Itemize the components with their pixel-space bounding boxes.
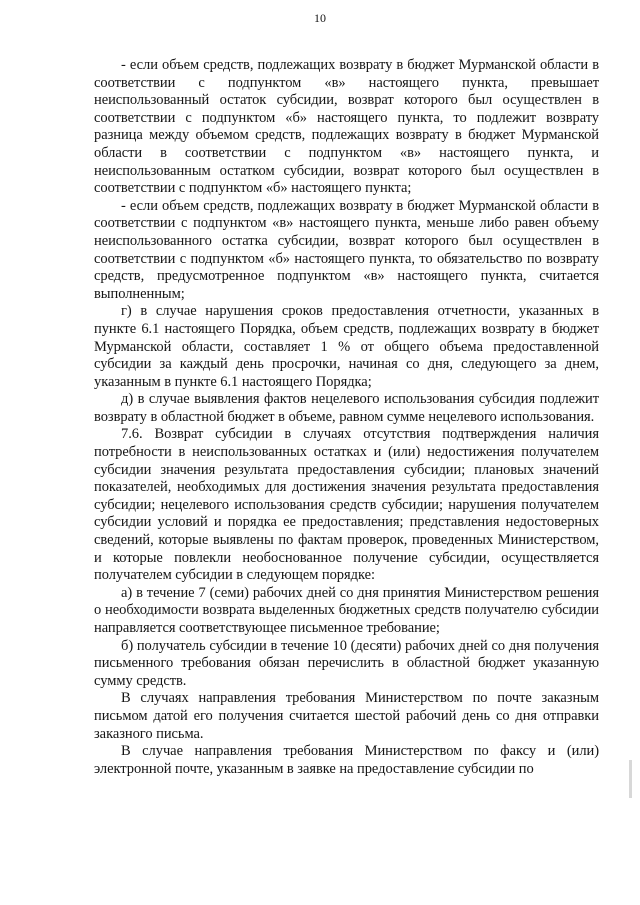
paragraph-obligation-fulfilled: - если объем средств, подлежащих возврату в бюджет Мурманской области в соответствии с подпунктом «в» настоящего пункта, меньше либо равен объему неиспользованного остатка субсидии, возврат которого был осуществлен в соответствии с подпунктом «б» настоящего пункта, то обязательство по возврату средств, предусмотренное подпунктом «в» настоящего пункта, считается выполненным;	[94, 197, 599, 302]
paragraph-clause-7-6: 7.6. Возврат субсидии в случаях отсутствия подтверждения наличия потребности в неиспользованных остатках и (или) недостижения получателем субсидии значения результата предоставления субсидии; плановых значений показателей, необходимых для достижения значения результата предоставления субсидии; нецелевого использования средств субсидии; нарушения получателем субсидии условий и порядка ее предоставления; представления недостоверных сведений, которые выявлены по фактам проверок, проведенных Министерством, и которые повлекли необоснованное получение субсидии, осуществляется получателем субсидии в следующем порядке:	[94, 426, 599, 584]
paragraph-fax-email-delivery: В случае направления требования Министерством по факсу и (или) электронной почте, указанным в заявке на предоставление субсидии по	[94, 743, 599, 777]
paragraph-item-g: г) в случае нарушения сроков предоставления отчетности, указанных в пункте 6.1 настоящего Порядка, объем средств, подлежащих возврату в бюджет Мурманской области, составляет 1 % от общего объема предоставленной субсидии за каждый день просрочки, начиная со дня, следующего за днем, указанным в пункте 6.1 настоящего Порядка;	[94, 303, 599, 390]
paragraph-item-a: а) в течение 7 (семи) рабочих дней со дня принятия Министерством решения о необходимости возврата выделенных бюджетных средств получателю субсидии направляется соответствующее письменное требование;	[94, 584, 599, 636]
document-body	[94, 57, 599, 778]
scan-edge-mark	[629, 760, 632, 798]
page-number: 10	[314, 11, 326, 25]
paragraph-excess-return: - если объем средств, подлежащих возврату в бюджет Мурманской области в соответствии с подпунктом «в» настоящего пункта, превышает неиспользованный остаток субсидии, возврат которого был осуществлен в соответствии с подпунктом «б» настоящего пункта, то подлежит возврату разница между объемом средств, подлежащих возврату в бюджет Мурманской области в соответствии с подпунктом «в» настоящего пункта, и неиспользованным остатком субсидии, возврат которого был осуществлен в соответствии с подпунктом «б» настоящего пункта;	[94, 57, 599, 197]
paragraph-item-d: д) в случае выявления фактов нецелевого использования субсидия подлежит возврату в областной бюджет в объеме, равном сумме нецелевого использования.	[94, 391, 599, 425]
paragraph-item-b: б) получатель субсидии в течение 10 (десяти) рабочих дней со дня получения письменного требования обязан перечислить в областной бюджет указанную сумму средств.	[94, 637, 599, 689]
paragraph-postal-delivery: В случаях направления требования Министерством по почте заказным письмом датой его получения считается шестой рабочий день со дня отправки заказного письма.	[94, 690, 599, 742]
